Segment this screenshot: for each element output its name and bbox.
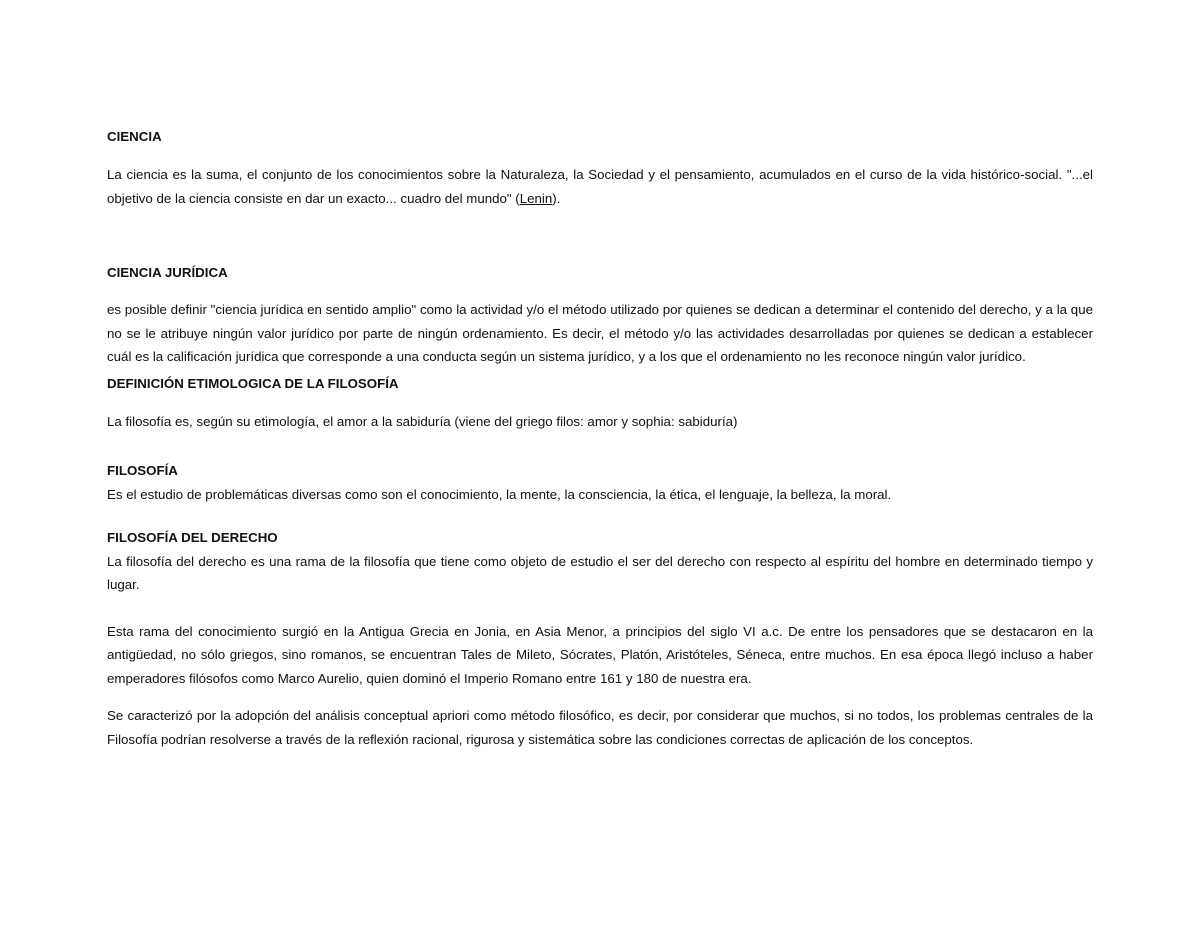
heading-filosofia-del-derecho: FILOSOFÍA DEL DERECHO xyxy=(107,529,278,545)
heading-ciencia-juridica: CIENCIA JURÍDICA xyxy=(107,265,228,280)
paragraph-ciencia-end: ). xyxy=(552,190,561,206)
paragraph-filosofia-derecho-3: Se caracterizó por la adopción del análisis conceptual apriori como método filosófico, es decir, por considerar que muchos, si no todos, los problemas centrales de la Filosofía podrían resolverse a través de la reflexión racional, rigurosa y sistemática sobre las condiciones correctas de aplicación de los conceptos. xyxy=(107,708,1093,747)
heading-definicion-etimologica: DEFINICIÓN ETIMOLOGICA DE LA FILOSOFÍA xyxy=(107,375,399,391)
document-body xyxy=(107,128,1093,751)
lenin-link[interactable]: Lenin xyxy=(519,190,553,206)
paragraph-filosofia-derecho-1: La filosofía del derecho es una rama de la filosofía que tiene como objeto de estudio el ser del derecho con respecto al espíritu del hombre en determinado tiempo y lugar. xyxy=(107,553,1093,592)
paragraph-ciencia xyxy=(107,163,1093,210)
heading-filosofia: FILOSOFÍA xyxy=(107,463,178,478)
paragraph-ciencia-text: La ciencia es la suma, el conjunto de los conocimientos sobre la Naturaleza, la Sociedad y el pensamiento, acumulados en el curso de la vida histórico-social. "...el objetivo de la ciencia consiste en dar un exacto... cuadro del mundo" ( xyxy=(107,167,1093,206)
paragraph-ciencia-juridica: es posible definir "ciencia jurídica en sentido amplio" como la actividad y/o el método utilizado por quienes se dedican a determinar el contenido del derecho, y a la que no se le atribuye ningún valor jurídico por parte de ningún ordenamiento. Es decir, el método y/o las actividades desarrolladas por quienes se dedican a establecer cuál es la calificación jurídica que corresponde a una conducta según un sistema jurídico, y a los que el ordenamiento no les reconoce ningún valor jurídico. xyxy=(107,302,1093,364)
paragraph-definicion-etimologica: La filosofía es, según su etimología, el amor a la sabiduría (viene del griego filos: amor y sophia: sabiduría) xyxy=(107,413,738,429)
paragraph-filosofia-derecho-2: Esta rama del conocimiento surgió en la Antigua Grecia en Jonia, en Asia Menor, a principios del siglo VI a.c. De entre los pensadores que se destacaron en la antigüedad, no sólo griegos, sino romanos, se encuentran Tales de Mileto, Sócrates, Platón, Aristóteles, Séneca, entre muchos. En esa época llegó incluso a haber emperadores filósofos como Marco Aurelio, quien dominó el Imperio Romano entre 161 y 180 de nuestra era. xyxy=(107,623,1093,686)
paragraph-filosofia: Es el estudio de problemáticas diversas como son el conocimiento, la mente, la consciencia, la ética, el lenguaje, la belleza, la moral. xyxy=(107,487,892,502)
heading-ciencia: CIENCIA xyxy=(107,129,162,144)
